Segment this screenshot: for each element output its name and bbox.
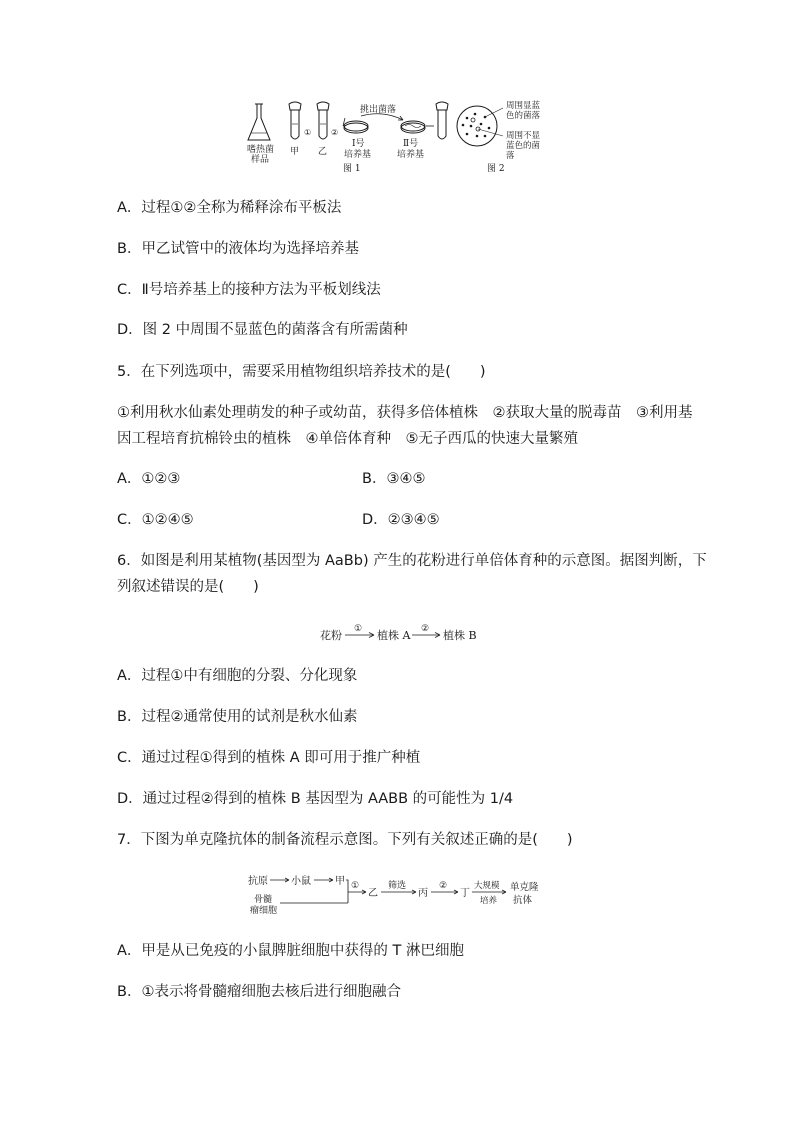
caption-fig1: 图 1 (343, 164, 361, 174)
tube-yi-label: 乙 (318, 147, 328, 157)
step1-label: ① (304, 128, 312, 137)
fig2-noblue-label-1: 周围不显 (506, 131, 541, 141)
flow-plant-a: 植株 A (377, 629, 411, 642)
fig2-blue-label-1: 周围显蓝 (506, 101, 541, 111)
flow-mouse: 小鼠 (291, 876, 311, 887)
q5-stem: 5．在下列选项中，需要采用植物组织培养技术的是( ) (117, 364, 486, 380)
sample-label-1: 嗜热菌 (247, 145, 275, 155)
fig2-noblue-label-2: 蓝色的菌 (506, 141, 541, 151)
fig2-blue-label-2: 色的菌落 (506, 111, 541, 121)
fig2-noblue-label-3: 落 (506, 151, 515, 161)
test-tube-3-icon (436, 102, 448, 139)
flow-step1: ① (351, 881, 360, 891)
test-tube-yi-icon (317, 102, 329, 139)
flow-pollen: 花粉 (320, 629, 342, 642)
plate2-label-1: Ⅱ号 (403, 139, 419, 149)
flow-plant-b: 植株 B (443, 629, 477, 642)
flow-marrow-1: 骨髓 (254, 895, 273, 905)
q5-items-line-2: 因工程培育抗棉铃虫的植株 ④单倍体育种 ⑤无子西瓜的快速大量繁殖 (117, 431, 578, 447)
flow-screen: 筛选 (388, 881, 407, 891)
step2-label: ② (331, 128, 339, 137)
q5-option-a: A．①②③ (117, 471, 181, 487)
q7-option-a: A．甲是从已免疫的小鼠脾脏细胞中获得的 T 淋巴细胞 (117, 943, 464, 959)
q6-option-c: C．通过过程①得到的植株 A 即可用于推广种植 (117, 750, 421, 766)
caption-fig2: 图 2 (487, 164, 505, 174)
petri-dish-1-icon (344, 121, 368, 133)
q7-stem: 7．下图为单克隆抗体的制备流程示意图。下列有关叙述正确的是( ) (117, 832, 573, 848)
tube-jia-label: 甲 (290, 147, 300, 157)
q6-option-d: D．通过过程②得到的植株 B 基因型为 AABB 的可能性为 1/4 (117, 791, 514, 807)
flow-antigen: 抗原 (248, 876, 268, 887)
q4-option-a: A．过程①②全称为稀释涂布平板法 (117, 200, 342, 216)
q5-option-b: B．③④⑤ (362, 471, 426, 487)
flow-step2: ② (421, 624, 430, 634)
q4-option-c: C．Ⅱ号培养基上的接种方法为平板划线法 (117, 282, 381, 298)
q6-stem-line-1: 6．如图是利用某植物(基因型为 AaBb) 产生的花粉进行单倍体育种的示意图。据图判断，下 (117, 553, 707, 569)
pick-colony-label: 挑出菌落 (360, 105, 397, 115)
flow-step2: ② (439, 881, 448, 891)
q6-stem-line-2: 列叙述错误的是( ) (117, 579, 259, 595)
flask-icon (248, 104, 270, 140)
flow-large-scale-1: 大规模 (474, 881, 500, 891)
q6-option-b: B．过程②通常使用的试剂是秋水仙素 (117, 709, 358, 725)
sample-label-2: 样品 (251, 155, 270, 165)
petri-dish-2-icon (401, 121, 425, 133)
flow-large-scale-2: 培养 (480, 896, 498, 906)
flow-step1: ① (354, 624, 363, 634)
q4-option-b: B．甲乙试管中的液体均为选择培养基 (117, 241, 359, 257)
q6-option-a: A．过程①中有细胞的分裂、分化现象 (117, 668, 358, 684)
pointer-noblue (478, 129, 503, 136)
q7-option-b: B．①表示将骨髓瘤细胞去核后进行细胞融合 (117, 984, 401, 1000)
q5-option-d: D．②③④⑤ (362, 512, 440, 528)
q7-flow-diagram (248, 873, 548, 919)
flow-ding: 丁 (460, 888, 470, 899)
q5-items-line-1: ①利用秋水仙素处理萌发的种子或幼苗，获得多倍体植株 ②获取大量的脱毒苗 ③利用基 (117, 405, 693, 421)
figure-1-2 (245, 98, 555, 178)
flow-yi: 乙 (368, 888, 378, 899)
flow-marrow-2: 瘤细胞 (250, 906, 278, 916)
plate1-label-1: Ⅰ号 (352, 139, 365, 149)
flow-jia: 甲 (335, 876, 345, 887)
q6-flow-diagram (320, 622, 490, 646)
q5-option-c: C．①②④⑤ (117, 512, 194, 528)
flow-mab-2: 抗体 (513, 895, 533, 906)
test-tube-jia-icon (289, 102, 301, 139)
q4-option-d: D．图 2 中周围不显蓝色的菌落含有所需菌种 (117, 322, 408, 338)
plate2-label-2: 培养基 (397, 150, 425, 160)
plate1-label-2: 培养基 (344, 150, 372, 160)
flow-bing: 丙 (418, 888, 428, 899)
flow-mab-1: 单克隆 (510, 882, 539, 893)
